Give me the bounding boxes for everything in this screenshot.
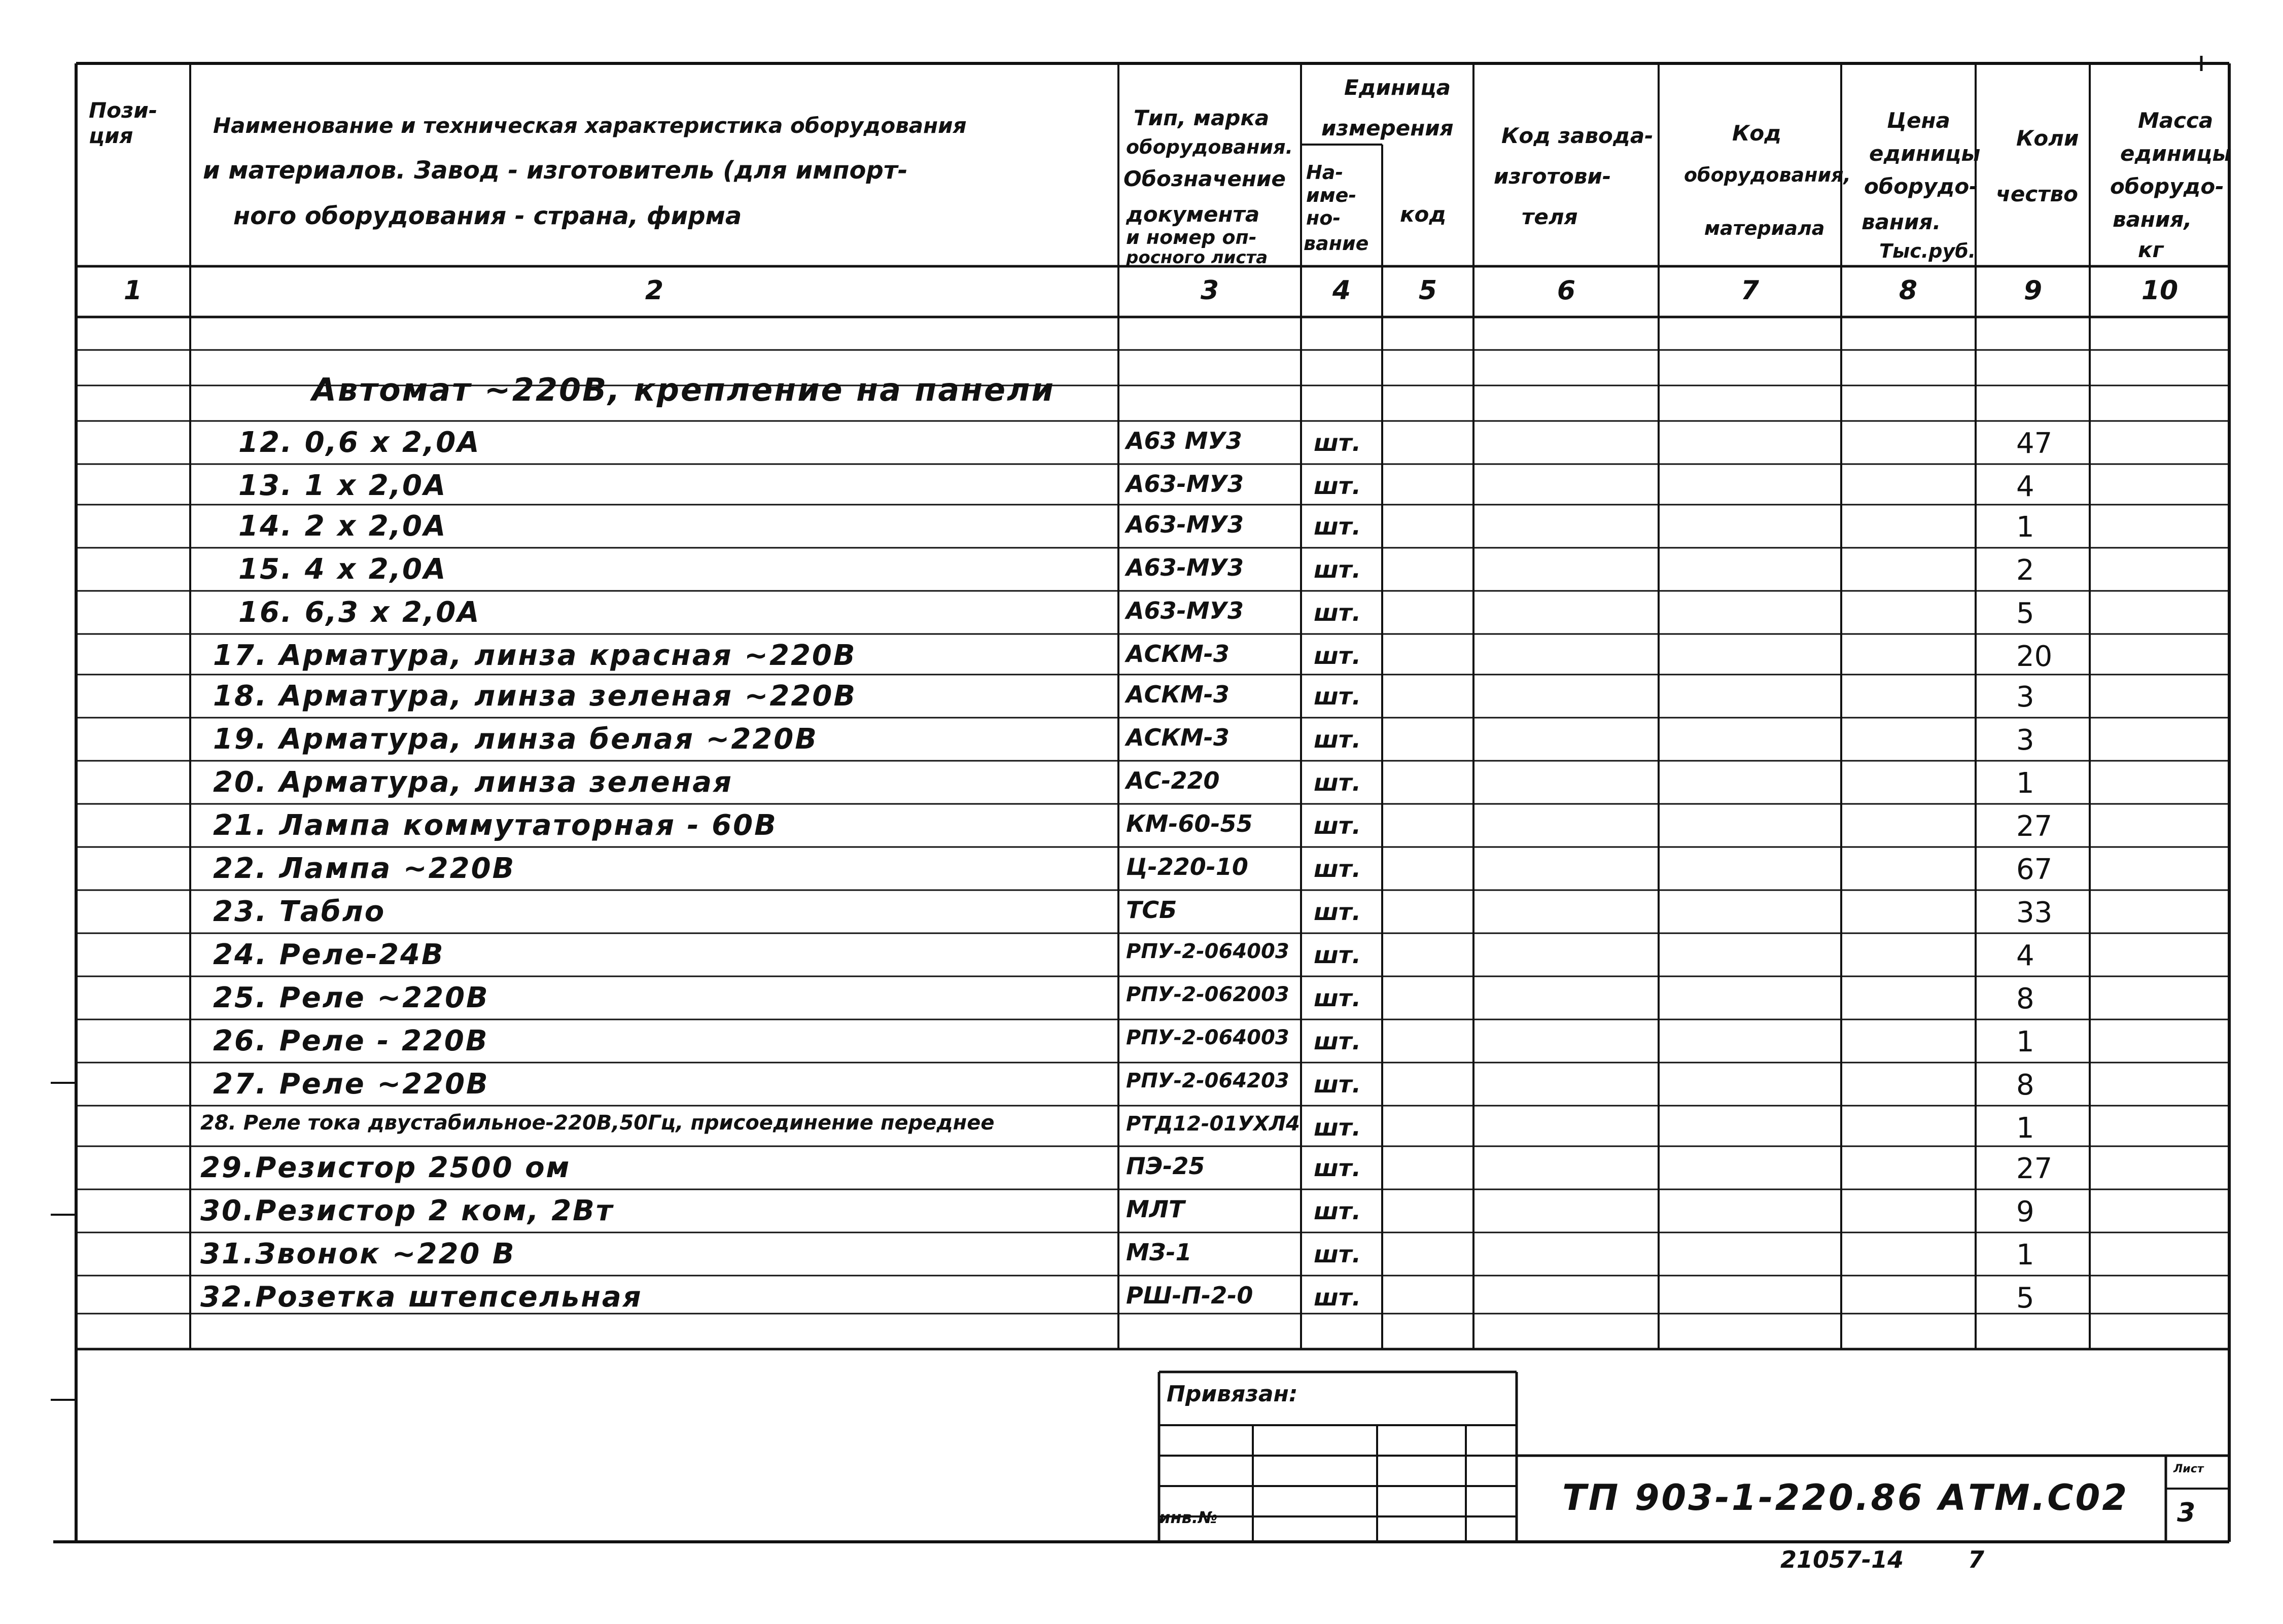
header-col10-line2: единицы — [2120, 141, 2232, 166]
row-type: РПУ-2-062003 — [1126, 983, 1289, 1006]
header-col4-line2: име- — [1306, 184, 1357, 206]
row-type: АСКМ-3 — [1126, 724, 1230, 751]
row-unit: шт. — [1314, 642, 1361, 669]
row-name: 17. Арматура, линза красная ~220В — [213, 639, 857, 672]
row-name: 32.Розетка штепсельная — [200, 1281, 643, 1314]
row-name: 31.Звонок ~220 В — [200, 1238, 516, 1270]
row-name: 26. Реле - 220В — [213, 1025, 489, 1057]
row-unit: шт. — [1314, 1197, 1361, 1225]
header-col3-line1: Тип, марка — [1134, 105, 1270, 130]
header-col8-line3: оборудо- — [1864, 174, 1978, 199]
row-type: ПЭ-25 — [1126, 1152, 1205, 1180]
row-quantity: 3 — [2016, 681, 2034, 714]
row-unit: шт. — [1314, 984, 1361, 1012]
header-col10-line4: вания, — [2113, 207, 2192, 232]
row-quantity: 8 — [2016, 1069, 2034, 1102]
header-col9-line2: чество — [1996, 182, 2078, 206]
row-quantity: 8 — [2016, 982, 2034, 1015]
row-unit: шт. — [1314, 855, 1361, 882]
row-type: А63 МУ3 — [1126, 427, 1242, 454]
header-col3-line5: и номер оп- — [1126, 226, 1257, 249]
column-number-1: 1 — [123, 275, 143, 306]
column-number-10: 10 — [2141, 275, 2179, 306]
row-unit: шт. — [1314, 1241, 1361, 1268]
header-col7-line1: Код — [1732, 121, 1782, 146]
header-col2-line2: и материалов. Завод - изготовитель (для импорт- — [203, 156, 908, 185]
header-col1-line2: ция — [89, 123, 133, 148]
row-quantity: 9 — [2016, 1195, 2034, 1228]
row-name: 13. 1 х 2,0А — [238, 469, 447, 502]
row-unit: шт. — [1314, 599, 1361, 626]
header-col3-line3: Обозначение — [1123, 166, 1286, 191]
header-col4-line1: На- — [1306, 161, 1344, 184]
column-number-2: 2 — [645, 275, 664, 306]
row-name: 22. Лампа ~220В — [213, 852, 516, 885]
row-quantity: 4 — [2016, 470, 2034, 503]
header-col8-line2: единицы — [1869, 141, 1981, 166]
row-unit: шт. — [1314, 472, 1361, 500]
row-name: 18. Арматура, линза зеленая ~220В — [213, 680, 857, 713]
stamp-privyazan: Привязан: — [1167, 1381, 1298, 1407]
header-col2-line3: ного оборудования - страна, фирма — [233, 202, 742, 230]
row-type: РПУ-2-064203 — [1126, 1069, 1289, 1092]
row-quantity: 5 — [2016, 1282, 2034, 1315]
row-unit: шт. — [1314, 941, 1361, 969]
row-unit: шт. — [1314, 726, 1361, 753]
row-type: Ц-220-10 — [1126, 853, 1248, 880]
row-quantity: 5 — [2016, 597, 2034, 630]
row-quantity: 20 — [2016, 640, 2053, 673]
header-col8-line5: Тыс.руб. — [1879, 240, 1976, 262]
row-quantity: 1 — [2016, 767, 2034, 800]
row-quantity: 1 — [2016, 1239, 2034, 1272]
document-code: ТП 903-1-220.86 АТМ.С02 — [1562, 1477, 2129, 1519]
header-col6-line3: теля — [1522, 204, 1578, 229]
stamp-inv-no: инв.№ — [1159, 1508, 1218, 1527]
column-number-9: 9 — [2023, 275, 2043, 306]
header-col9-line1: Коли — [2016, 126, 2079, 151]
row-name: 12. 0,6 х 2,0А — [238, 426, 481, 459]
row-unit: шт. — [1314, 1071, 1361, 1098]
group-title: Автомат ~220В, крепление на панели — [312, 371, 1055, 408]
row-unit: шт. — [1314, 556, 1361, 583]
row-unit: шт. — [1314, 1154, 1361, 1182]
column-number-4: 4 — [1332, 275, 1351, 306]
row-unit: шт. — [1314, 898, 1361, 926]
stamp-sheet-number: 3 — [2177, 1498, 2196, 1528]
row-unit: шт. — [1314, 1284, 1361, 1311]
header-col7-line2: оборудования, — [1684, 164, 1851, 186]
row-type: АСКМ-3 — [1126, 640, 1230, 667]
header-col8-line4: вания. — [1861, 209, 1941, 234]
row-unit: шт. — [1314, 1028, 1361, 1055]
row-quantity: 47 — [2016, 427, 2053, 460]
row-name: 29.Резистор 2500 ом — [200, 1151, 571, 1184]
header-col4-line4: вание — [1304, 232, 1369, 255]
row-type: РПУ-2-064003 — [1126, 940, 1289, 963]
row-quantity: 27 — [2016, 1152, 2053, 1185]
row-name: 21. Лампа коммутаторная - 60В — [213, 809, 778, 842]
row-quantity: 67 — [2016, 853, 2053, 886]
header-col10-line1: Масса — [2138, 108, 2214, 133]
row-unit: шт. — [1314, 429, 1361, 456]
row-type: АС-220 — [1126, 767, 1220, 794]
column-number-8: 8 — [1899, 275, 1918, 306]
column-number-5: 5 — [1418, 275, 1437, 306]
row-type: РШ-П-2-0 — [1126, 1282, 1253, 1309]
row-name: 24. Реле-24В — [213, 938, 445, 971]
row-name: 16. 6,3 х 2,0А — [238, 596, 481, 629]
row-name: 28. Реле тока двустабильное-220В,50Гц, присоединение переднее — [200, 1111, 995, 1135]
row-quantity: 1 — [2016, 1112, 2034, 1145]
row-type: А63-МУ3 — [1126, 511, 1244, 538]
header-col2-line1: Наименование и техническая характеристика оборудования — [213, 113, 967, 138]
column-number-7: 7 — [1740, 275, 1760, 306]
stamp-sheet-label: Лист — [2173, 1463, 2204, 1475]
header-col3-line2: оборудования. — [1126, 136, 1293, 158]
row-quantity: 3 — [2016, 724, 2034, 757]
header-col10-line5: кг — [2138, 237, 2164, 262]
header-col1-line1: Пози- — [89, 98, 158, 123]
row-name: 15. 4 х 2,0А — [238, 553, 447, 586]
header-col10-line3: оборудо- — [2110, 174, 2224, 199]
row-unit: шт. — [1314, 513, 1361, 540]
header-col6-line1: Код завода- — [1501, 123, 1654, 148]
row-quantity: 4 — [2016, 939, 2034, 972]
header-col5: код — [1400, 202, 1447, 227]
row-name: 27. Реле ~220В — [213, 1068, 489, 1101]
row-type: А63-МУ3 — [1126, 597, 1244, 624]
row-type: А63-МУ3 — [1126, 470, 1244, 498]
row-unit: шт. — [1314, 812, 1361, 839]
row-quantity: 33 — [2016, 896, 2053, 929]
row-type: КМ-60-55 — [1126, 810, 1253, 837]
archive-number: 21057-14 — [1780, 1546, 1904, 1573]
header-col8-line1: Цена — [1887, 108, 1950, 133]
row-name: 23. Табло — [213, 895, 386, 928]
row-name: 25. Реле ~220В — [213, 981, 489, 1014]
row-unit: шт. — [1314, 769, 1361, 796]
row-type: МЛТ — [1126, 1195, 1185, 1223]
row-type: РПУ-2-064003 — [1126, 1026, 1289, 1049]
row-type: МЗ-1 — [1126, 1239, 1192, 1266]
header-unit-title: Единица — [1344, 75, 1451, 100]
header-col7-line3: материала — [1704, 217, 1825, 239]
row-quantity: 27 — [2016, 810, 2053, 843]
header-unit-title2: измерения — [1321, 116, 1454, 140]
header-col3-line4: документа — [1126, 202, 1260, 227]
header-col6-line2: изготови- — [1494, 164, 1611, 189]
row-unit: шт. — [1314, 1114, 1361, 1141]
row-type: АСКМ-3 — [1126, 681, 1230, 708]
row-quantity: 1 — [2016, 511, 2034, 544]
row-quantity: 2 — [2016, 554, 2034, 587]
column-number-3: 3 — [1200, 275, 1219, 306]
header-col4-line3: но- — [1306, 207, 1341, 229]
row-type: РТД12-01УХЛ4 — [1126, 1112, 1300, 1136]
row-name: 30.Резистор 2 ком, 2Вт — [200, 1194, 614, 1227]
column-number-6: 6 — [1557, 275, 1576, 306]
row-name: 14. 2 х 2,0А — [238, 510, 447, 543]
row-name: 19. Арматура, линза белая ~220В — [213, 723, 818, 756]
row-type: ТСБ — [1126, 896, 1177, 924]
row-name: 20. Арматура, линза зеленая — [213, 766, 733, 799]
row-unit: шт. — [1314, 683, 1361, 710]
page-number: 7 — [1968, 1546, 1985, 1573]
header-col3-line6: росного листа — [1126, 248, 1268, 268]
row-type: А63-МУ3 — [1126, 554, 1244, 581]
row-quantity: 1 — [2016, 1026, 2034, 1058]
